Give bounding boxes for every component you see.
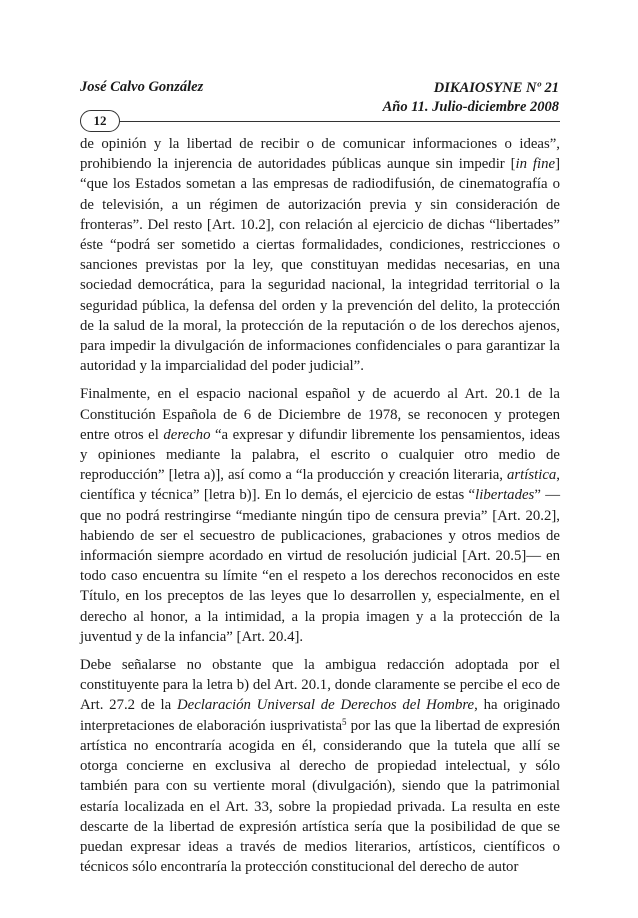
running-header-journal [383,79,559,117]
italic-run: Declaración Universal de Derechos del Hombre [176,697,475,714]
paragraph-2 [80,384,560,647]
italic-run: libertades [475,487,535,504]
italic-run: in fine [515,156,556,173]
header-rule [118,121,560,122]
paragraph-1 [80,134,560,376]
page-number-badge: 12 [80,110,120,132]
text-run: Debe señalarse no obstante que la ambigua redacción adoptada por el constituyente para la letra b) del Art. 20.1, donde claramente se percibe el eco de Art. 27.2 de la [80,657,560,714]
text-run: por las que la libertad de expresión artística no encontraría acogida en él, considerando que la tutela que allí se otorga concierne en exclusiva al derecho de propiedad intelectual, y sólo también para con su vertiente moral (divulgación), siendo que la patrimonial estaría localizada en el Art. 33, sobre la propiedad privada. La resulta en este descarte de la libertad de expresión artística sería que la posibilidad de que se puedan expresar ideas a través de medios literarios, artísticos, científicos o técnicos sólo encontraría la protección constitucional del derecho de autor [80,717,560,876]
text-run: “a expresar y difundir libremente los pensamientos, ideas y opiniones mediante la palabra, el escrito o cualquier otro medio de reproducción” [letra a)], así como a “la producción y creación literaria, [80,426,560,484]
text-run: , ha originado interpretaciones de elaboración iusprivatista [80,697,560,734]
paragraph-3 [80,655,560,877]
text-run: ] “que los Estados sometan a las empresas de radiodifusión, de cinematografía o de televisión, a un régimen de autorización previa y sin consideración de fronteras”. Del resto [Art. 10.2], con relación al ejercicio de dichas “libertades” éste “podrá ser sometido a ciertas formalidades, condiciones, restricciones o sanciones previstas por la ley, que constituyan medidas necesarias, en una sociedad democrática, para la seguridad nacional, la integridad territorial o la seguridad pública, la defensa del orden y la prevención del delito, la protección de la salud de la moral, la protección de la reputación o de los derechos ajenos, para impedir la divulgación de informaciones confidenciales o para garantizar la autoridad y la imparcialidad del poder judicial”. [80,156,560,375]
text-run: de opinión y la libertad de recibir o de comunicar informaciones o ideas”, prohibiendo la injerencia de autoridades públicas aunque sin impedir [ [80,136,560,173]
text-run: ” —que no podrá restringirse “mediante ningún tipo de censura previa” [Art. 20.2], habiendo de ser el secuestro de publicaciones, grabaciones y otros medios de información siempre acordado en virtud de resolución judicial [Art. 20.5]— en todo caso encuentra su límite “en el respeto a los derechos reconocidos en este Título, en los preceptos de las leyes que lo desarrollen y, especialmente, en el derecho al honor, a la intimidad, a la propia imagen y a la protección de la juventud y de la infancia” [Art. 20.4]. [80,487,560,645]
journal-issue: Año 11. Julio-diciembre 2008 [382,99,559,115]
body-text [80,134,560,885]
text-run: Finalmente, en el espacio nacional español y de acuerdo al Art. 20.1 de la Constitución Española de 6 de Diciembre de 1978, se reconocen y protegen entre otros el [80,386,560,443]
italic-run: artística [506,467,557,484]
text-run: , científica y técnica” [letra b)]. En lo demás, el ejercicio de estas “ [80,467,560,504]
running-header-author: José Calvo González [80,79,204,95]
journal-title: DIKAIOSYNE Nº 21 [433,80,559,96]
italic-run: derecho [163,426,211,443]
footnote-marker[interactable]: 5 [342,716,347,727]
